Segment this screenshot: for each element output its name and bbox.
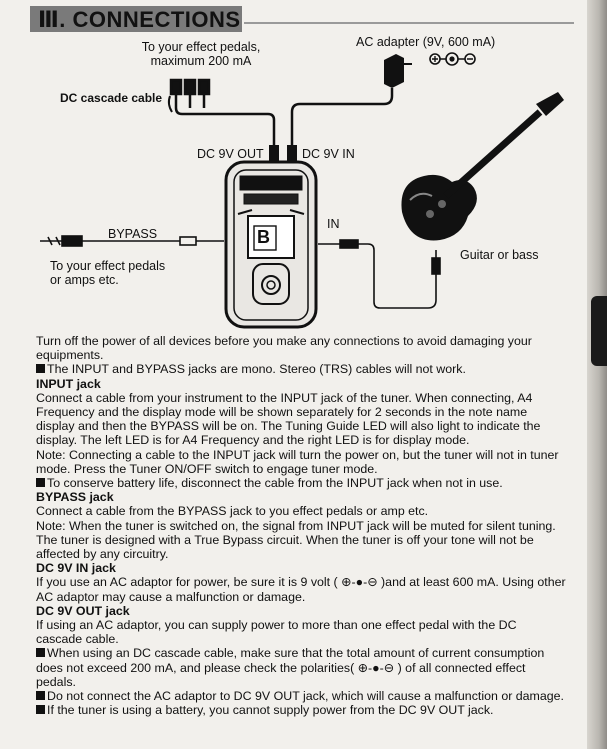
body-paragraph <box>36 448 566 476</box>
ac-adapter-label: AC adapter (9V, 600 mA) <box>356 35 496 49</box>
body-paragraph <box>36 391 566 448</box>
paragraph-text: If using an AC adaptor, you can supply power to more than one effect pedal with the DC cascade cable. <box>36 618 517 647</box>
paragraph-text: To conserve battery life, disconnect the cable from the INPUT jack when not in use. <box>47 476 503 491</box>
guitar-label: Guitar or bass <box>460 248 539 262</box>
effect-pedals-label: To your effect pedals, maximum 200 mA <box>141 40 261 68</box>
bullet-square-icon <box>36 364 45 373</box>
bullet-paragraph <box>36 476 566 490</box>
paragraph-text: The INPUT and BYPASS jacks are mono. Stereo (TRS) cables will not work. <box>47 362 466 377</box>
section-heading: Ⅲ. CONNECTIONS <box>38 7 241 32</box>
body-paragraph <box>36 334 566 362</box>
bullet-paragraph <box>36 362 566 376</box>
paragraph-text: Do not connect the AC adaptor to DC 9V OUT jack, which will cause a malfunction or damage. <box>47 689 564 704</box>
in-label: IN <box>327 217 340 231</box>
paragraph-text: If you use an AC adaptor for power, be sure it is 9 volt ( ⊕-●-⊖ )and at least 600 mA. Using other AC adaptor may cause a malfunction or damage. <box>36 575 566 604</box>
input-cable-icon <box>318 240 440 308</box>
section-subheading <box>36 561 566 575</box>
tuner-display-readout: B <box>257 227 270 247</box>
instructions-text <box>36 334 566 717</box>
paragraph-text: DC 9V OUT jack <box>36 603 130 618</box>
dc-jacks-icon <box>269 145 297 161</box>
paragraph-text: Connect a cable from the BYPASS jack to you effect pedals or amp etc. <box>36 504 429 519</box>
bypass-destination-label: To your effect pedals or amps etc. <box>50 259 166 287</box>
tuner-pedal-icon <box>226 162 316 327</box>
dc-in-label: DC 9V IN <box>302 147 355 161</box>
bypass-label: BYPASS <box>108 227 158 241</box>
paragraph-text: INPUT jack <box>36 376 101 391</box>
bullet-square-icon <box>36 691 45 700</box>
dc-cascade-cable-icon <box>169 80 274 145</box>
paragraph-text: DC 9V IN jack <box>36 561 116 576</box>
bullet-paragraph <box>36 703 566 717</box>
dc-out-label: DC 9V OUT <box>197 147 264 161</box>
paragraph-text: Connect a cable from your instrument to the INPUT jack of the tuner. When connecting, A4 Frequency and the display mode will be shown separately for 2 seconds in the note name display and then the BYPASS will be on. The Tuning Guide LED will also light to indicate the display. The left LED is for A4 Frequency and the right LED is for display mode. <box>36 390 541 448</box>
bullet-paragraph <box>36 646 566 689</box>
paragraph-text: Note: Connecting a cable to the INPUT jack will turn the power on, but the tuner will not in tuner mode. Press the Tuner ON/OFF switch to engage tuner mode. <box>36 447 559 476</box>
bullet-square-icon <box>36 648 45 657</box>
dc-cascade-label: DC cascade cable <box>60 91 163 105</box>
body-paragraph <box>36 575 566 603</box>
bullet-square-icon <box>36 478 45 487</box>
ac-adapter-icon <box>292 53 475 145</box>
paragraph-text: Turn off the power of all devices before you make any connections to avoid damaging your equipments. <box>36 334 532 363</box>
bullet-paragraph <box>36 689 566 703</box>
bullet-square-icon <box>36 705 45 714</box>
body-paragraph <box>36 519 566 562</box>
section-subheading <box>36 490 566 504</box>
section-subheading <box>36 377 566 391</box>
paragraph-text: BYPASS jack <box>36 490 114 505</box>
paragraph-text: If the tuner is using a battery, you cannot supply power from the DC 9V OUT jack. <box>47 703 494 718</box>
guitar-icon <box>401 92 564 240</box>
body-paragraph <box>36 504 566 518</box>
section-subheading <box>36 604 566 618</box>
paragraph-text: When using an DC cascade cable, make sure that the total amount of current consumption does not exceed 200 mA, and please check the polarities( ⊕-●-⊖ ) of all connected effect pedals. <box>36 646 545 689</box>
paragraph-text: Note: When the tuner is switched on, the signal from INPUT jack will be muted for silent tuning. The tuner is designed with a True Bypass circuit. When the tuner is off your tone will not be affected by any circuitry. <box>36 518 556 562</box>
body-paragraph <box>36 618 566 646</box>
